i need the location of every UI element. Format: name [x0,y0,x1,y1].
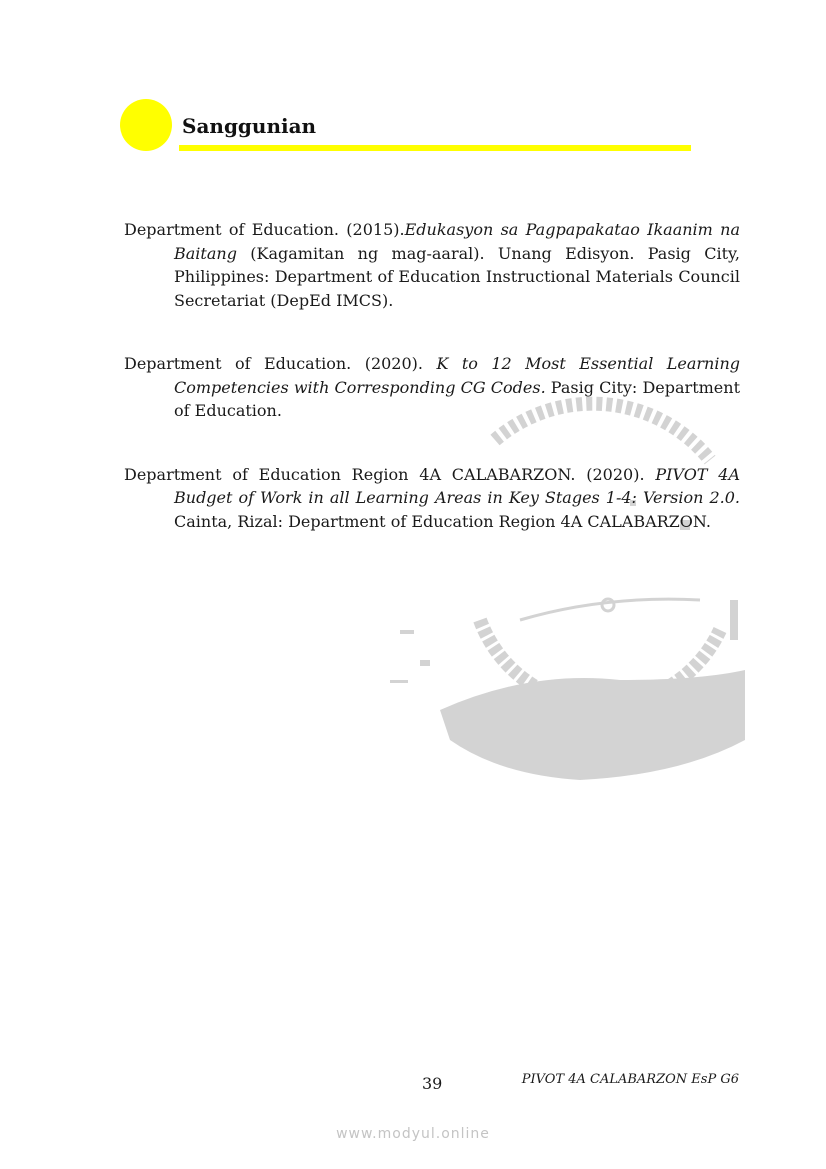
reference-list [124,218,740,533]
reference-item: Department of Education Region 4A CALABARZON. (2020). PIVOT 4A Budget of Work in all Learning Areas in Key Stages 1-4: Version 2.0. Cainta, Rizal: Department of Education Region 4A CALABARZON. [124,464,741,531]
page-number: 39 [422,1074,443,1093]
header-circle-icon [120,99,172,151]
site-watermark: www.modyul.online [336,1126,490,1142]
page-title: Sanggunian [182,114,317,138]
footer-tag: PIVOT 4A CALABARZON EsP G6 [521,1072,739,1087]
reference-item: Department of Education. (2015).Edukasyon sa Pagpapakatao Ikaanim na Baitang (Kagamitan ng mag-aaral). Unang Edisyon. Pasig City, Philippines: Department of Education Instructional Materials Council Secretariat (DepEd IMCS). [124,220,741,310]
header-rule [179,145,691,151]
reference-item: Department of Education. (2020). K to 12 Most Essential Learning Competencies with Corresponding CG Codes. Pasig City: Department of Education. [124,354,740,420]
